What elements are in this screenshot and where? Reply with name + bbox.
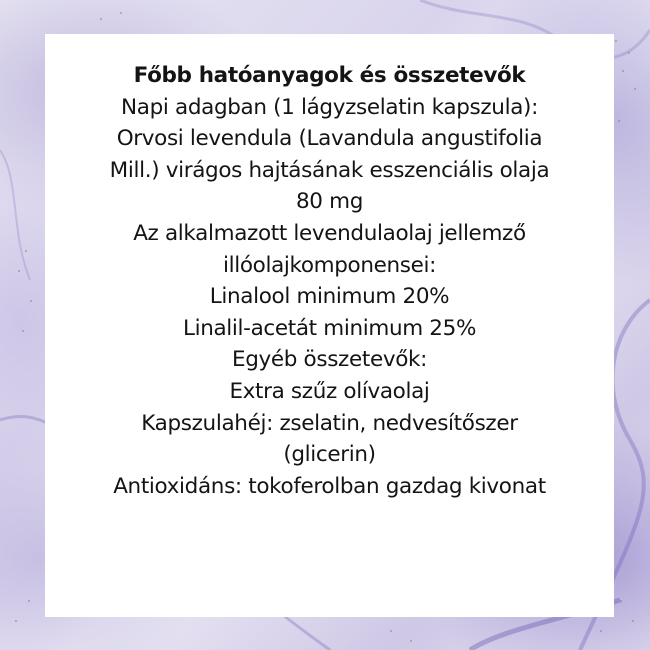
ingredient-line: Napi adagban (1 lágyzselatin kapszula): <box>121 94 538 120</box>
ingredient-line: (glicerin) <box>283 442 376 468</box>
ingredient-line: illóolajkomponensei: <box>222 252 437 278</box>
ingredient-line: Extra szűz olívaolaj <box>229 378 430 404</box>
ingredients-title: Főbb hatóanyagok és összetevők <box>133 63 526 88</box>
ingredient-line: Az alkalmazott levendulaolaj jellemző <box>133 220 526 246</box>
ingredient-line: Mill.) virágos hajtásának esszenciális olaja <box>109 157 550 183</box>
ingredient-line: Linalool minimum 20% <box>209 284 450 310</box>
ingredient-line: Kapszulahéj: zselatin, nedvesítőszer <box>141 410 518 436</box>
ingredients-card <box>45 34 614 617</box>
ingredient-line: 80 mg <box>295 189 364 215</box>
ingredient-line: Egyéb összetevők: <box>231 347 427 373</box>
ingredient-line: Linalil-acetát minimum 25% <box>182 315 477 341</box>
ingredient-line: Orvosi levendula (Lavandula angustifolia <box>116 126 543 152</box>
ingredient-line: Antioxidáns: tokoferolban gazdag kivonat <box>113 473 546 499</box>
